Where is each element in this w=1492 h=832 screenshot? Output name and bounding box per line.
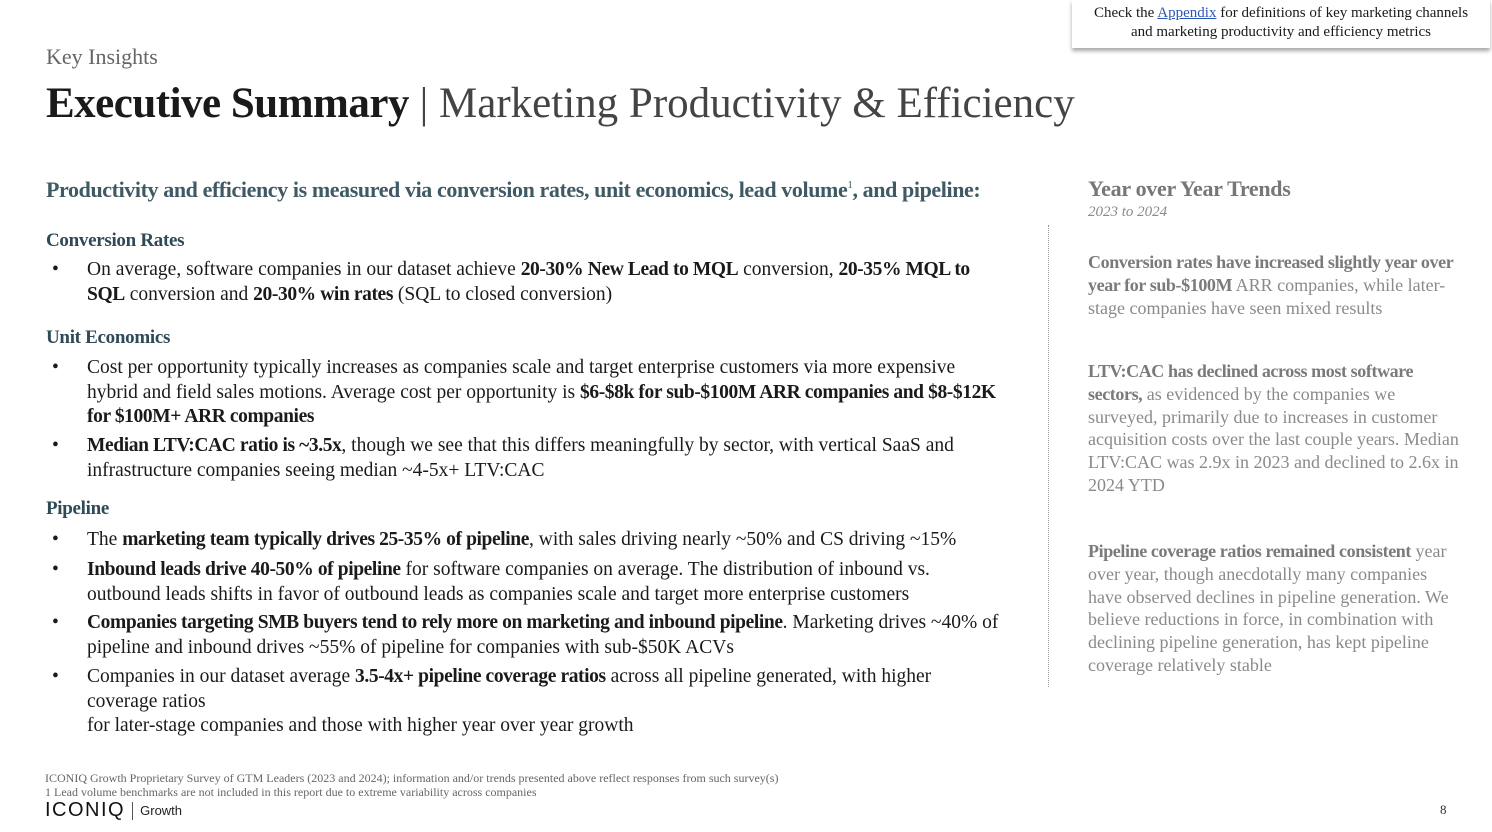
trend-pipeline-coverage (1088, 540, 1463, 677)
bullet-unit-1 (46, 356, 1006, 430)
bullet-dot: • (52, 357, 59, 378)
section-heading-pipeline: Pipeline (46, 498, 110, 519)
bullet-dot: • (52, 559, 59, 580)
bullet-text: Companies targeting SMB buyers tend to rely more on marketing and inbound pipeline. Marketing drives ~40% of pipeline and inbound drives ~55% of pipeline for companies with sub-$50K ACVs (87, 612, 999, 658)
title-rest: Marketing Productivity & Efficiency (439, 80, 1075, 127)
page-number: 8 (1440, 802, 1447, 817)
bullet-dot: • (52, 435, 59, 456)
bullet-pipeline-3 (46, 611, 1006, 660)
trend-bold: LTV:CAC has declined across most software sectors, (1088, 361, 1414, 404)
footer-source: ICONIQ Growth Proprietary Survey of GTM Leaders (2023 and 2024); information and/or trends presented above reflect responses from such survey(s) (45, 771, 779, 785)
bullet-text: On average, software companies in our dataset achieve 20-30% New Lead to MQL conversion, 20-35% MQL to SQL conversion and 20-30% win rates (SQL to closed conversion) (87, 259, 970, 305)
bullet-text: Median LTV:CAC ratio is ~3.5x, though we see that this differs meaningfully by sector, with vertical SaaS and infrastructure companies seeing median ~4-5x+ LTV:CAC (87, 435, 954, 481)
trend-text: as evidenced by the companies we surveyed, primarily due to increases in customer acquisition costs over the last couple years. Median LTV:CAC was 2.9x in 2023 and declined to 2.6x in 2024 YTD (1088, 383, 1459, 495)
title-separator: | (408, 80, 440, 127)
column-divider (1048, 225, 1049, 687)
trend-bold: Pipeline coverage ratios remained consistent (1088, 541, 1412, 561)
bullet-unit-2 (46, 434, 1006, 483)
section-heading-unit-economics: Unit Economics (46, 327, 171, 348)
trend-conversion (1088, 251, 1463, 319)
logo-wordmark: ICONIQ (45, 799, 126, 821)
bullet-dot: • (52, 529, 59, 550)
page-title (46, 78, 1075, 130)
lead-text: Productivity and efficiency is measured via conversion rates, unit economics, lead volume (46, 177, 848, 202)
appendix-callout (1072, 0, 1490, 48)
bullet-dot: • (52, 259, 59, 280)
section-heading-conversion: Conversion Rates (46, 230, 185, 251)
lead-tail: , and pipeline: (852, 177, 981, 202)
callout-suffix: for definitions of key marketing channels and marketing productivity and efficiency metrics (1130, 5, 1469, 40)
bullet-conversion-1 (46, 258, 1006, 307)
bullet-pipeline-2 (46, 558, 1006, 607)
trend-text: year over year, though anecdotally many companies have observed declines in pipeline generation. We believe reductions in force, in combination with declining pipeline generation, has kept pipeline coverage relatively stable (1088, 541, 1449, 675)
bullet-pipeline-1 (46, 528, 1006, 553)
trend-bold: Conversion rates have increased slightly year over year for sub-$100M (1088, 252, 1453, 295)
iconiq-logo (45, 799, 182, 822)
bullet-dot: • (52, 612, 59, 633)
callout-prefix: Check the (1093, 5, 1155, 21)
footer-note: 1 Lead volume benchmarks are not included in this report due to extreme variability across companies (45, 785, 537, 799)
lead-sentence (46, 177, 980, 203)
bullet-text: The marketing team typically drives 25-35% of pipeline, with sales driving nearly ~50% and CS driving ~15% (87, 529, 957, 550)
trends-subtitle: 2023 to 2024 (1088, 204, 1168, 220)
bullet-pipeline-4 (46, 665, 1006, 739)
trend-ltv-cac (1088, 360, 1463, 497)
bullet-text: Companies in our dataset average 3.5-4x+ pipeline coverage ratios across all pipeline generated, with higher coverage ratios for later-stage companies and those with higher year over year growth (87, 666, 932, 736)
eyebrow-label: Key Insights (46, 44, 158, 69)
logo-separator (132, 802, 133, 820)
bullet-text: Cost per opportunity typically increases as companies scale and target enterprise customers via more expensive hybrid and field sales motions. Average cost per opportunity is $6-$8k for sub-$100M ARR companies and $8-$12K for $100M+ ARR companies (87, 357, 996, 427)
bullet-text: Inbound leads drive 40-50% of pipeline for software companies on average. The distribution of inbound vs. outbound leads shifts in favor of outbound leads as companies scale and target more enterprise customers (87, 559, 930, 605)
appendix-link[interactable]: Appendix (1157, 5, 1217, 21)
trend-text: ARR companies, while later-stage companies have seen mixed results (1088, 274, 1446, 318)
trends-title: Year over Year Trends (1088, 176, 1291, 201)
lead-footnote-marker: 1 (847, 179, 853, 191)
title-bold: Executive Summary (46, 80, 409, 127)
logo-subtitle: Growth (140, 803, 183, 818)
bullet-dot: • (52, 666, 59, 687)
